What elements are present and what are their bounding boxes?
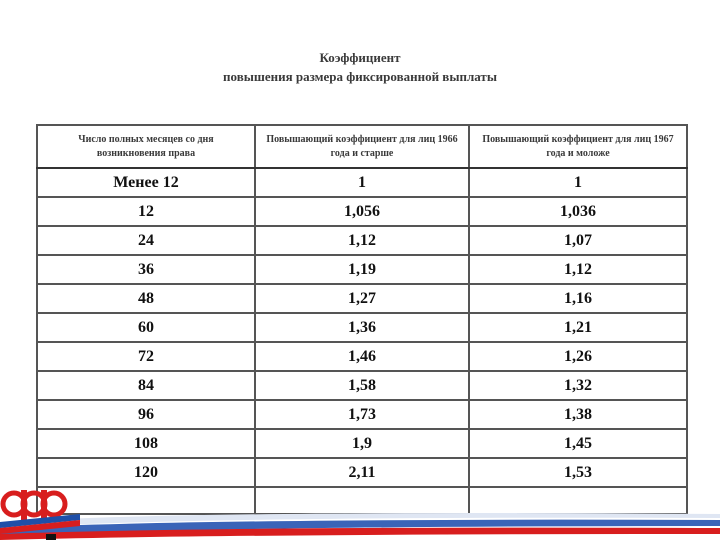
- slide-title: [0, 48, 720, 86]
- cell-coef-1967: 1: [469, 168, 687, 197]
- table-header-row: [37, 125, 687, 168]
- table-row-empty: [37, 487, 687, 514]
- cell-coef-1966: 1,36: [255, 313, 469, 342]
- cell-months: 12: [37, 197, 255, 226]
- cell-months: Менее 12: [37, 168, 255, 197]
- cell-coef-1967: 1,26: [469, 342, 687, 371]
- title-line-2: повышения размера фиксированной выплаты: [223, 69, 497, 84]
- table-row: [37, 197, 687, 226]
- cell-coef-1967: 1,16: [469, 284, 687, 313]
- table-row: [37, 400, 687, 429]
- cell-coef-1967: 1,32: [469, 371, 687, 400]
- header-coef-1966: Повышающий коэффициент для лиц 1966 года и старше: [255, 125, 469, 168]
- header-months: Число полных месяцев со дня возникновения права: [37, 125, 255, 168]
- cell-coef-1967: 1,38: [469, 400, 687, 429]
- cell-coef-1966: 1,9: [255, 429, 469, 458]
- cell-months: 84: [37, 371, 255, 400]
- pfr-logo-icon: [0, 484, 80, 540]
- title-line-1: Коэффициент: [319, 50, 401, 65]
- cell-coef-1966: 1,12: [255, 226, 469, 255]
- table-row: [37, 255, 687, 284]
- cell-coef-1966: [255, 487, 469, 514]
- header-coef-1967: Повышающий коэффициент для лиц 1967 года и моложе: [469, 125, 687, 168]
- table-row: [37, 284, 687, 313]
- cell-coef-1967: [469, 487, 687, 514]
- cell-coef-1967: 1,12: [469, 255, 687, 284]
- cell-months: 60: [37, 313, 255, 342]
- cell-coef-1967: 1,21: [469, 313, 687, 342]
- cell-coef-1966: 1,27: [255, 284, 469, 313]
- cell-coef-1966: 1,19: [255, 255, 469, 284]
- cell-months: 36: [37, 255, 255, 284]
- table-row: [37, 226, 687, 255]
- cell-coef-1966: 1,58: [255, 371, 469, 400]
- cell-coef-1967: 1,45: [469, 429, 687, 458]
- table-row: [37, 429, 687, 458]
- cell-coef-1967: 1,53: [469, 458, 687, 487]
- cell-coef-1966: 2,11: [255, 458, 469, 487]
- table-row: [37, 458, 687, 487]
- cell-months: 72: [37, 342, 255, 371]
- cell-months: 48: [37, 284, 255, 313]
- table-row: [37, 371, 687, 400]
- cell-coef-1967: 1,036: [469, 197, 687, 226]
- table-row: [37, 313, 687, 342]
- cell-months: 108: [37, 429, 255, 458]
- cell-coef-1966: 1,056: [255, 197, 469, 226]
- cell-coef-1966: 1: [255, 168, 469, 197]
- cell-months: 96: [37, 400, 255, 429]
- cell-months: 120: [37, 458, 255, 487]
- cell-months: 24: [37, 226, 255, 255]
- coefficient-table: [36, 124, 688, 515]
- table-row: [37, 168, 687, 197]
- cell-coef-1967: 1,07: [469, 226, 687, 255]
- table-row: [37, 342, 687, 371]
- cell-coef-1966: 1,73: [255, 400, 469, 429]
- cell-coef-1966: 1,46: [255, 342, 469, 371]
